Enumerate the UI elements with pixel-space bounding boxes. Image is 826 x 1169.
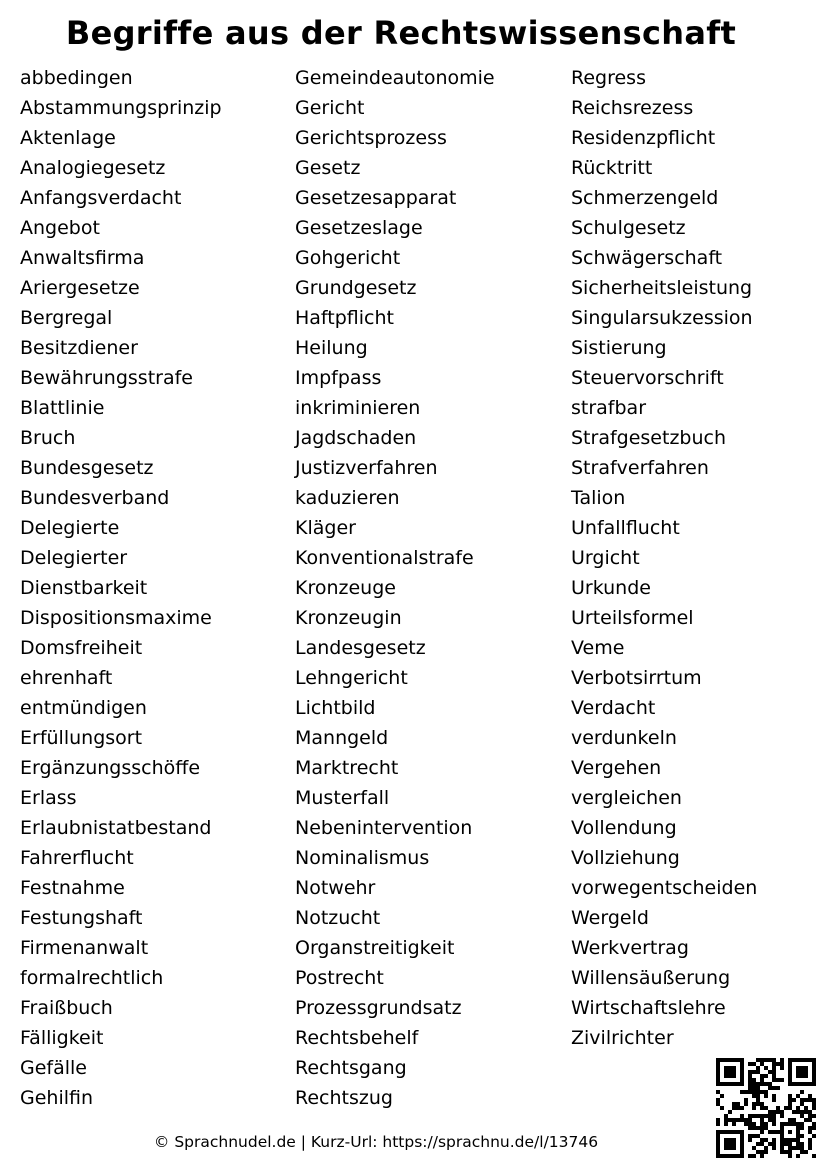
word-item: Anwaltsfirma xyxy=(20,247,145,269)
word-item: Rechtszug xyxy=(295,1087,393,1109)
word-item: verdunkeln xyxy=(571,727,677,749)
word-item: Jagdschaden xyxy=(295,427,417,449)
qr-code-icon xyxy=(716,1058,816,1158)
word-item: Blattlinie xyxy=(20,397,105,419)
word-item: vergleichen xyxy=(571,787,682,809)
word-item: entmündigen xyxy=(20,697,147,719)
word-item: Grundgesetz xyxy=(295,277,417,299)
word-item: Wergeld xyxy=(571,907,649,929)
word-item: Reichsrezess xyxy=(571,97,694,119)
word-item: Dienstbarkeit xyxy=(20,577,148,599)
word-column-2 xyxy=(295,63,495,1113)
word-item: Rechtsgang xyxy=(295,1057,407,1079)
word-item: abbedingen xyxy=(20,67,133,89)
word-item: Konventionalstrafe xyxy=(295,547,474,569)
word-item: Residenzpflicht xyxy=(571,127,716,149)
word-item: Singularsukzession xyxy=(571,307,753,329)
word-item: Kronzeuge xyxy=(295,577,396,599)
word-item: Gerichtsprozess xyxy=(295,127,447,149)
word-item: Zivilrichter xyxy=(571,1027,674,1049)
word-item: Gohgericht xyxy=(295,247,401,269)
word-item: Notwehr xyxy=(295,877,376,899)
word-item: Sistierung xyxy=(571,337,667,359)
word-item: Gehilfin xyxy=(20,1087,94,1109)
word-item: Regress xyxy=(571,67,646,89)
word-item: Ergänzungsschöffe xyxy=(20,757,201,779)
word-item: Rücktritt xyxy=(571,157,653,179)
footer-credit: © Sprachnudel.de | Kurz-Url: https://sprachnu.de/l/13746 xyxy=(153,1133,599,1151)
word-item: Bruch xyxy=(20,427,76,449)
word-item: Anfangsverdacht xyxy=(20,187,182,209)
word-item: Wirtschaftslehre xyxy=(571,997,726,1019)
word-item: Angebot xyxy=(20,217,100,239)
word-item: Aktenlage xyxy=(20,127,116,149)
word-item: inkriminieren xyxy=(295,397,421,419)
word-item: Festnahme xyxy=(20,877,125,899)
word-item: ehrenhaft xyxy=(20,667,113,689)
word-item: Bundesverband xyxy=(20,487,170,509)
word-item: Prozessgrundsatz xyxy=(295,997,462,1019)
word-item: Strafverfahren xyxy=(571,457,709,479)
word-item: Gesetzesapparat xyxy=(295,187,457,209)
word-item: Manngeld xyxy=(295,727,389,749)
word-item: Verbotsirrtum xyxy=(571,667,702,689)
word-item: Delegierter xyxy=(20,547,128,569)
word-item: Fahrerflucht xyxy=(20,847,134,869)
word-item: Notzucht xyxy=(295,907,381,929)
word-item: Fraißbuch xyxy=(20,997,113,1019)
word-item: Justizverfahren xyxy=(295,457,438,479)
word-item: Lichtbild xyxy=(295,697,376,719)
word-item: Strafgesetzbuch xyxy=(571,427,727,449)
word-item: Marktrecht xyxy=(295,757,399,779)
word-item: Gemeindeautonomie xyxy=(295,67,495,89)
word-item: Willensäußerung xyxy=(571,967,731,989)
word-item: Urteilsformel xyxy=(571,607,694,629)
word-item: Landesgesetz xyxy=(295,637,426,659)
word-item: Gesetz xyxy=(295,157,361,179)
word-item: Talion xyxy=(571,487,626,509)
word-item: Unfallflucht xyxy=(571,517,680,539)
word-item: Sicherheitsleistung xyxy=(571,277,753,299)
word-item: Nebenintervention xyxy=(295,817,473,839)
word-item: Gericht xyxy=(295,97,365,119)
word-item: Urgicht xyxy=(571,547,640,569)
word-item: Analogiegesetz xyxy=(20,157,166,179)
word-item: Kronzeugin xyxy=(295,607,402,629)
word-item: Vergehen xyxy=(571,757,662,779)
word-item: Gefälle xyxy=(20,1057,87,1079)
word-item: Organstreitigkeit xyxy=(295,937,455,959)
word-item: Impfpass xyxy=(295,367,382,389)
word-item: Ariergesetze xyxy=(20,277,140,299)
word-item: Fälligkeit xyxy=(20,1027,104,1049)
word-item: formalrechtlich xyxy=(20,967,164,989)
word-item: Domsfreiheit xyxy=(20,637,143,659)
word-item: Postrecht xyxy=(295,967,384,989)
word-item: Schmerzengeld xyxy=(571,187,719,209)
word-item: Bewährungsstrafe xyxy=(20,367,193,389)
word-item: Erlass xyxy=(20,787,77,809)
word-item: Werkvertrag xyxy=(571,937,689,959)
word-item: Haftpflicht xyxy=(295,307,394,329)
word-item: Heilung xyxy=(295,337,368,359)
word-item: Vollendung xyxy=(571,817,677,839)
word-item: Bergregal xyxy=(20,307,113,329)
word-item: Nominalismus xyxy=(295,847,430,869)
word-item: Besitzdiener xyxy=(20,337,138,359)
word-item: Abstammungsprinzip xyxy=(20,97,222,119)
word-item: Rechtsbehelf xyxy=(295,1027,419,1049)
word-item: Vollziehung xyxy=(571,847,680,869)
word-item: Firmenanwalt xyxy=(20,937,149,959)
word-item: vorwegentscheiden xyxy=(571,877,758,899)
word-item: Schulgesetz xyxy=(571,217,686,239)
word-item: Bundesgesetz xyxy=(20,457,154,479)
word-item: Festungshaft xyxy=(20,907,143,929)
word-item: Verdacht xyxy=(571,697,656,719)
word-item: Steuervorschrift xyxy=(571,367,724,389)
word-item: Erfüllungsort xyxy=(20,727,143,749)
word-column-1 xyxy=(20,63,222,1113)
word-item: Delegierte xyxy=(20,517,120,539)
word-column-3 xyxy=(571,63,757,1053)
word-item: Erlaubnistatbestand xyxy=(20,817,212,839)
word-item: Veme xyxy=(571,637,625,659)
word-item: Dispositionsmaxime xyxy=(20,607,212,629)
page-title: Begriffe aus der Rechtswissenschaft xyxy=(65,14,737,52)
word-item: kaduzieren xyxy=(295,487,400,509)
word-item: Schwägerschaft xyxy=(571,247,723,269)
word-item: Musterfall xyxy=(295,787,390,809)
word-item: Kläger xyxy=(295,517,356,539)
word-item: Urkunde xyxy=(571,577,651,599)
word-item: strafbar xyxy=(571,397,647,419)
word-item: Lehngericht xyxy=(295,667,408,689)
word-item: Gesetzeslage xyxy=(295,217,423,239)
